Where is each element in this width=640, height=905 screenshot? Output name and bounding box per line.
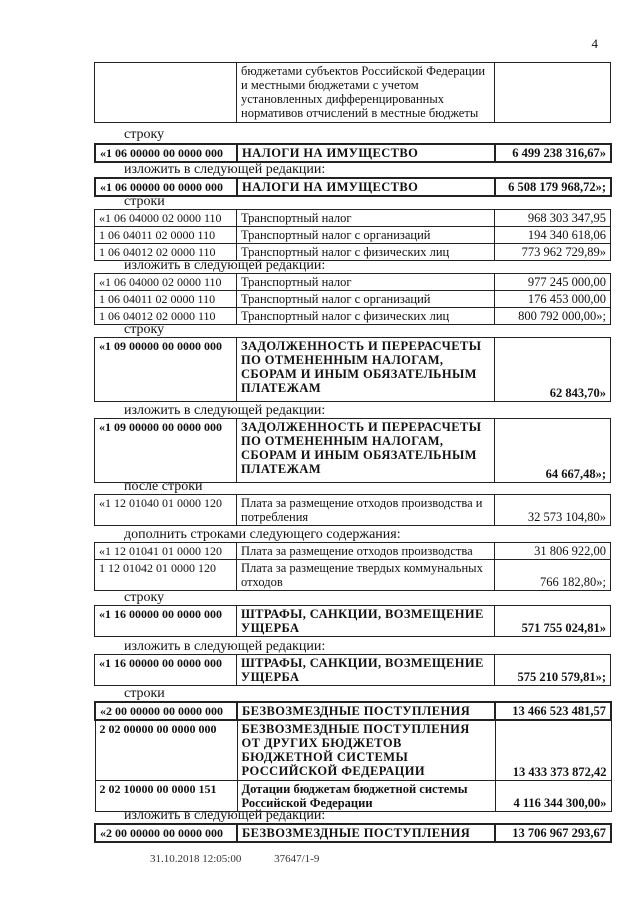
table-row [95, 419, 611, 483]
row-name: БЕЗВОЗМЕЗДНЫЕ ПОСТУПЛЕНИЯ [237, 824, 495, 842]
row-name: БЕЗВОЗМЕЗДНЫЕ ПОСТУПЛЕНИЯ ОТ ДРУГИХ БЮДЖЕТОВ БЮДЖЕТНОЙ СИСТЕМЫ РОССИЙСКОЙ ФЕДЕРАЦИИ [237, 720, 495, 780]
row-value: 800 792 000,00»; [495, 308, 611, 325]
row-code: «1 16 00000 00 0000 000 [95, 606, 237, 637]
label-stroku: строку [124, 590, 165, 605]
row-value: 62 843,70» [495, 338, 611, 402]
table-rows-d [94, 273, 611, 325]
table-row [95, 655, 611, 686]
row-name: БЕЗВОЗМЕЗДНЫЕ ПОСТУПЛЕНИЯ [237, 702, 495, 720]
row-code: «1 12 01041 01 0000 120 [95, 543, 237, 560]
row-value: 31 806 922,00 [495, 543, 611, 560]
row-name: НАЛОГИ НА ИМУЩЕСТВО [237, 178, 495, 196]
row-code: «1 06 00000 00 0000 000 [95, 178, 237, 196]
label-stroki: строки [124, 686, 165, 701]
row-value: 575 210 579,81»; [495, 655, 611, 686]
row-name: ЗАДОЛЖЕННОСТЬ И ПЕРЕРАСЧЕТЫ ПО ОТМЕНЕННЫМ НАЛОГАМ, СБОРАМ И ИНЫМ ОБЯЗАТЕЛЬНЫМ ПЛАТЕЖАМ [237, 419, 495, 483]
row-code: 2 02 10000 00 0000 151 [95, 780, 237, 811]
row-code: «1 06 04000 02 0000 110 [95, 274, 237, 291]
table-row [95, 338, 611, 402]
row-name: Транспортный налог [237, 210, 495, 227]
row-description: бюджетами субъектов Российской Федерации и местными бюджетами с учетом установленных дифференцированных нормативов отчислений в местные бюджеты [237, 63, 495, 123]
row-code: «1 09 00000 00 0000 000 [95, 338, 237, 402]
table-row-l [94, 823, 612, 843]
label-edit: изложить в следующей редакции: [124, 808, 326, 823]
label-stroku: строку [124, 127, 165, 142]
label-edit: изложить в следующей редакции: [124, 403, 326, 418]
row-value: 194 340 618,06 [495, 227, 611, 244]
row-name: Транспортный налог с организаций [237, 291, 495, 308]
row-name: ШТРАФЫ, САНКЦИИ, ВОЗМЕЩЕНИЕ УЩЕРБА [237, 606, 495, 637]
row-name: Плата за размещение твердых коммунальных отходов [237, 560, 495, 591]
row-value: 6 499 238 316,67» [495, 144, 611, 162]
row-code: 1 06 04011 02 0000 110 [95, 291, 237, 308]
row-code: «2 00 00000 00 0000 000 [95, 702, 237, 720]
label-stroki: строки [124, 194, 165, 209]
table-rows-k [94, 701, 612, 812]
table-row [95, 560, 611, 591]
row-name: Плата за размещение отходов производства [237, 543, 495, 560]
row-code: «1 06 04000 02 0000 110 [95, 210, 237, 227]
table-row [95, 824, 611, 842]
row-value: 13 466 523 481,57 [495, 702, 611, 720]
row-code: «1 12 01040 01 0000 120 [95, 495, 237, 526]
row-name: Дотации бюджетам бюджетной системы Российской Федерации [237, 780, 495, 811]
table-row-j [94, 654, 611, 686]
row-code: «1 09 00000 00 0000 000 [95, 419, 237, 483]
table-row-f [94, 418, 611, 483]
label-add-rows: дополнить строками следующего содержания: [124, 527, 401, 542]
row-code: 1 12 01042 01 0000 120 [95, 560, 237, 591]
table-row-e [94, 337, 611, 402]
table-row-i [94, 605, 611, 637]
row-name: НАЛОГИ НА ИМУЩЕСТВО [237, 144, 495, 162]
row-code: 1 06 04011 02 0000 110 [95, 227, 237, 244]
table-row [95, 227, 611, 244]
table-row [95, 274, 611, 291]
row-name: Транспортный налог с физических лиц [237, 308, 495, 325]
table-row [95, 543, 611, 560]
row-value: 766 182,80»; [495, 560, 611, 591]
row-value: 176 453 000,00 [495, 291, 611, 308]
table-row [95, 308, 611, 325]
row-code: «1 16 00000 00 0000 000 [95, 655, 237, 686]
row-name: Транспортный налог с организаций [237, 227, 495, 244]
row-name: ШТРАФЫ, САНКЦИИ, ВОЗМЕЩЕНИЕ УЩЕРБА [237, 655, 495, 686]
footer-doc-id: 37647/1-9 [274, 853, 320, 865]
row-name: Транспортный налог [237, 274, 495, 291]
row-code: «1 06 00000 00 0000 000 [95, 144, 237, 162]
label-edit: изложить в следующей редакции: [124, 258, 326, 273]
table-row [95, 63, 611, 123]
row-name: Плата за размещение отходов производства и потребления [237, 495, 495, 526]
row-code: 2 02 00000 00 0000 000 [95, 720, 237, 780]
row-value: 64 667,48»; [495, 419, 611, 483]
label-stroku: строку [124, 322, 165, 337]
table-row [95, 780, 611, 811]
table-row [95, 495, 611, 526]
table-continuation [94, 62, 611, 123]
row-name: Транспортный налог с физических лиц [237, 244, 495, 261]
row-value: 977 245 000,00 [495, 274, 611, 291]
row-code: 1 06 04012 02 0000 110 [95, 244, 237, 261]
label-edit: изложить в следующей редакции: [124, 162, 326, 177]
row-value: 6 508 179 968,72»; [495, 178, 611, 196]
row-value: 571 755 024,81» [495, 606, 611, 637]
table-row [95, 210, 611, 227]
table-row [95, 144, 611, 162]
table-row-g [94, 494, 611, 526]
row-code: 1 06 04012 02 0000 110 [95, 308, 237, 325]
table-row [95, 178, 611, 196]
row-name: ЗАДОЛЖЕННОСТЬ И ПЕРЕРАСЧЕТЫ ПО ОТМЕНЕННЫМ НАЛОГАМ, СБОРАМ И ИНЫМ ОБЯЗАТЕЛЬНЫМ ПЛАТЕЖАМ [237, 338, 495, 402]
table-row-b [94, 177, 612, 197]
row-value: 13 706 967 293,67 [495, 824, 611, 842]
table-rows-c [94, 209, 611, 261]
row-value: 4 116 344 300,00» [495, 780, 611, 811]
row-value: 32 573 104,80» [495, 495, 611, 526]
row-value: 968 303 347,95 [495, 210, 611, 227]
row-value: 773 962 729,89» [495, 244, 611, 261]
footer [150, 853, 349, 865]
table-row-a [94, 143, 612, 163]
table-row [95, 720, 611, 780]
label-after-row: после строки [124, 479, 203, 494]
table-rows-h [94, 542, 611, 591]
footer-timestamp: 31.10.2018 12:05:00 [150, 853, 242, 865]
table-row [95, 606, 611, 637]
row-value: 13 433 373 872,42 [495, 720, 611, 780]
page-number: 4 [591, 36, 598, 51]
table-row [95, 702, 611, 720]
label-edit: изложить в следующей редакции: [124, 639, 326, 654]
row-code: «2 00 00000 00 0000 000 [95, 824, 237, 842]
table-row [95, 291, 611, 308]
